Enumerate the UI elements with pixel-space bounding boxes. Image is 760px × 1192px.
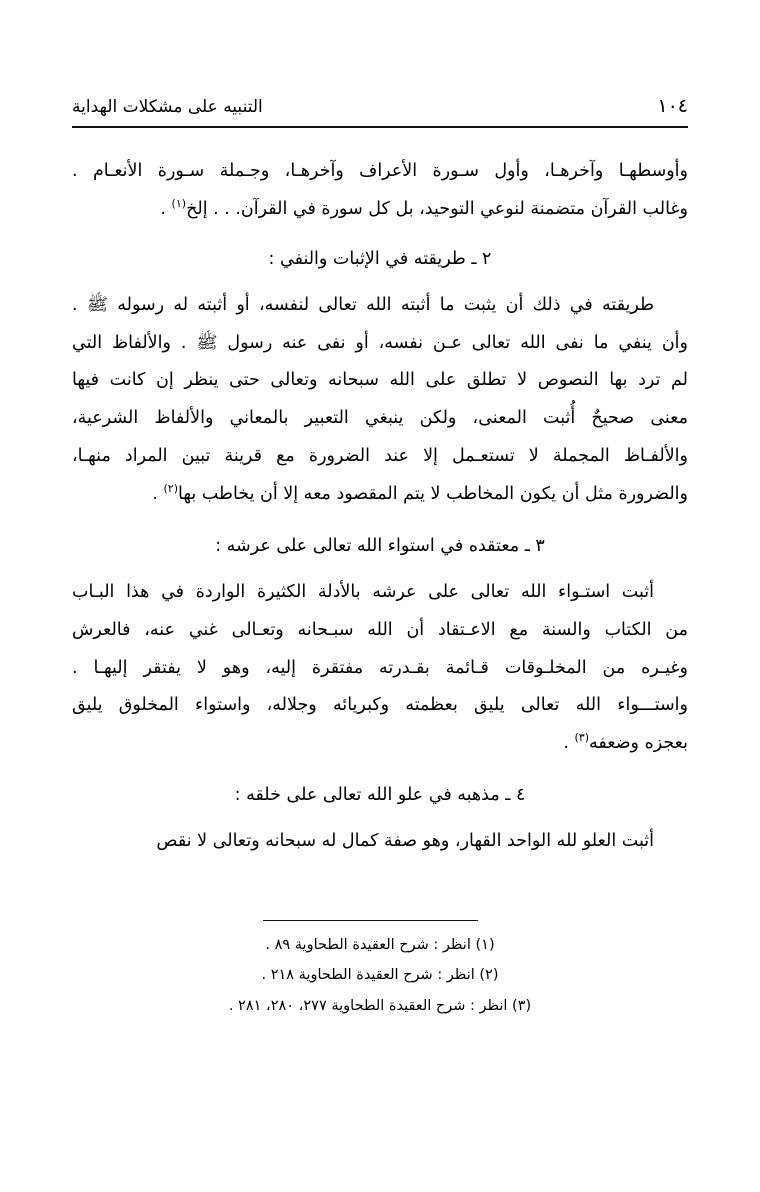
paragraph-1-line-2-text: وغالب القرآن متضمنة لنوعي التوحيد، بل كل سورة في القرآن. . . إلخ	[186, 198, 688, 219]
paragraph-3-line-2: من الكتاب والسنة مع الاعـتقاد أن الله سبـحانه وتعـالى غني عنه، فالعرش	[72, 619, 688, 640]
footnote-ref-1: (١)	[171, 197, 187, 211]
page-number: ١٠٤	[657, 95, 688, 117]
paragraph-3-line-4: واستـــواء الله تعالى يليق بعظمته وكبريائه وجلاله، واستواء المخلوق يليق	[72, 695, 688, 716]
paragraph-2	[72, 288, 688, 513]
book-title: التنبيه على مشكلات الهداية	[72, 97, 263, 117]
paragraph-2-line-5: والألفـاظ المجملة لا تستعـمل إلا عند الضرورة مع قرينة تبين المراد منهـا،	[72, 446, 688, 467]
paragraph-4	[72, 824, 688, 860]
paragraph-2-line-4: معنى صحيحٌ أُثبت المعنى، ولكن ينبغي التعبير بالمعاني والألفاظ الشرعية،	[72, 408, 688, 429]
page-content	[72, 154, 688, 860]
paragraph-1-line-1: وأوسطهـا وآخرهـا، وأول سـورة الأعراف وآخرهـا، وجـملة سـورة الأنعـام .	[72, 161, 688, 181]
paragraph-2-line-2: وأن ينفي ما نفى الله تعالى عـن نفسه، أو نفى عنه رسول ﷺ . والألفاظ التي	[72, 332, 688, 353]
heading-section-2: ٢ ـ طريقته في الإثبات والنفي :	[268, 248, 492, 269]
paragraph-2-line-3: لم ترد بها النصوص لا تطلق على الله سبحانه وتعالى حتى ينظر إن كانت فيها	[72, 370, 688, 391]
paragraph-3-line-5	[72, 726, 688, 762]
footnotes-section	[72, 920, 688, 1022]
header-divider	[72, 126, 688, 128]
paragraph-2-line-6-text: والضرورة مثل أن يكون المخاطب لا يتم المقصود معه إلا أن يخاطب بها	[178, 484, 688, 504]
paragraph-3-line-1: أثبت استـواء الله تعالى على عرشه بالأدلة الكثيرة الواردة في هذا البـاب	[72, 581, 654, 602]
heading-section-3: ٣ ـ معتقده في استواء الله تعالى على عرشه :	[215, 535, 545, 556]
paragraph-3	[72, 575, 688, 762]
paragraph-3-end: .	[563, 733, 575, 754]
paragraph-3-line-3: وغيـره من المخلـوقات قـائمة بقـدرته مفتقرة إليه، وهو لا يفتقر إليهـا .	[72, 657, 688, 678]
footnote-ref-2: (٢)	[163, 482, 178, 496]
paragraph-2-end: .	[152, 484, 164, 504]
paragraph-1-line-2	[72, 192, 688, 228]
footnote-ref-3: (٣)	[574, 731, 590, 745]
heading-section-4: ٤ ـ مذهبه في علو الله تعالى على خلقه :	[234, 785, 526, 806]
paragraph-2-line-6	[72, 477, 688, 513]
footnote-divider	[263, 920, 478, 921]
footnote-item: (٢) انظر : شرح العقيدة الطحاوية ٢١٨ .	[261, 967, 499, 984]
paragraph-2-line-1: طريقته في ذلك أن يثبت ما أثبته الله تعالى لنفسه، أو أثبته له رسوله ﷺ .	[72, 294, 654, 315]
footnote-item: (١) انظر : شرح العقيدة الطحاوية ٨٩ .	[265, 937, 495, 954]
footnote-item: (٣) انظر : شرح العقيدة الطحاوية ٢٧٧، ٢٨٠، ٢٨١ .	[228, 997, 532, 1014]
paragraph-3-line-5-text: بعجزه وضعفه	[589, 733, 688, 754]
page-header	[72, 95, 688, 117]
paragraph-1-end: .	[160, 198, 172, 219]
paragraph-1	[72, 154, 688, 228]
paragraph-4-line-1: أثبت العلو لله الواحد القهار، وهو صفة كمال له سبحانه وتعالى لا نقص	[156, 831, 654, 851]
